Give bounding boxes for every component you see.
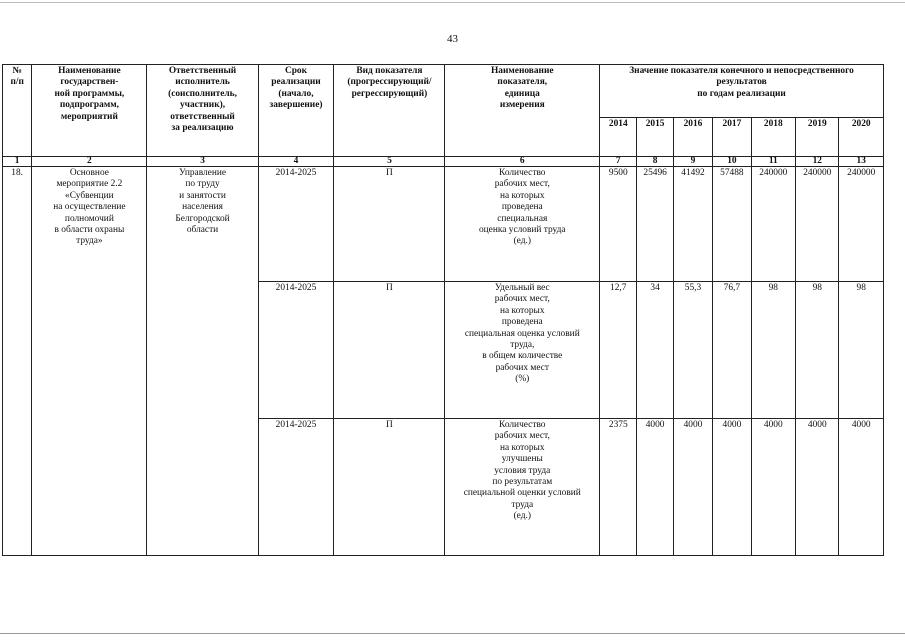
indicator-3-value-2015: 4000 [637,419,673,556]
colnum-10: 10 [713,157,751,167]
year-2017: 2017 [713,118,751,157]
header-term: Срок реализации (начало, завершение) [258,65,334,157]
column-number-row [3,157,884,167]
year-2015: 2015 [637,118,673,157]
indicator-2-value-2018: 98 [751,282,795,419]
row-responsible: Управление по труду и занятости населения Белгородской области [147,167,258,556]
colnum-13: 13 [839,157,884,167]
indicator-2-value-2014: 12,7 [600,282,637,419]
header-program-name: Наименование государствен- ной программы, подпрограмм, мероприятий [32,65,147,157]
indicator-1-value-2018: 240000 [751,167,795,282]
bottom-edge-line [0,633,905,634]
indicator-1-type: П [334,167,445,282]
row-program-name: Основное мероприятие 2.2 «Субвенции на осуществление полномочий в области охраны труда» [32,167,147,556]
indicator-3-name: Количество рабочих мест, на которых улучшены условия труда по результатам специальной оценки условий труда (ед.) [445,419,600,556]
indicator-3-term: 2014-2025 [258,419,334,556]
colnum-7: 7 [600,157,637,167]
colnum-11: 11 [751,157,795,167]
indicator-2-value-2017: 76,7 [713,282,751,419]
table-row [3,167,884,282]
indicator-1-name: Количество рабочих мест, на которых проведена специальная оценка условий труда (ед.) [445,167,600,282]
indicator-1-term: 2014-2025 [258,167,334,282]
header-indicator-name: Наименование показателя, единица измерения [445,65,600,157]
indicator-3-value-2016: 4000 [673,419,712,556]
indicator-3-value-2014: 2375 [600,419,637,556]
colnum-9: 9 [673,157,712,167]
colnum-1: 1 [3,157,32,167]
indicator-1-value-2017: 57488 [713,167,751,282]
indicator-2-value-2020: 98 [839,282,884,419]
indicator-1-value-2014: 9500 [600,167,637,282]
colnum-4: 4 [258,157,334,167]
header-row-1 [3,65,884,118]
indicator-1-value-2020: 240000 [839,167,884,282]
year-2019: 2019 [796,118,839,157]
indicator-2-value-2015: 34 [637,282,673,419]
indicator-3-value-2019: 4000 [796,419,839,556]
indicator-1-value-2015: 25496 [637,167,673,282]
top-edge-line [0,2,905,3]
page-number: 43 [447,33,458,45]
row-number: 18. [3,167,32,556]
indicator-3-type: П [334,419,445,556]
indicator-3-value-2018: 4000 [751,419,795,556]
year-2018: 2018 [751,118,795,157]
indicator-3-value-2020: 4000 [839,419,884,556]
indicator-2-type: П [334,282,445,419]
header-no: № п/п [3,65,32,157]
colnum-3: 3 [147,157,258,167]
year-2016: 2016 [673,118,712,157]
indicator-1-value-2019: 240000 [796,167,839,282]
year-2014: 2014 [600,118,637,157]
colnum-12: 12 [796,157,839,167]
year-2020: 2020 [839,118,884,157]
colnum-6: 6 [445,157,600,167]
colnum-5: 5 [334,157,445,167]
header-values: Значение показателя конечного и непосредственного результатов по годам реализации [600,65,884,118]
indicator-2-term: 2014-2025 [258,282,334,419]
indicator-3-value-2017: 4000 [713,419,751,556]
indicator-2-value-2019: 98 [796,282,839,419]
indicator-2-name: Удельный вес рабочих мест, на которых проведена специальная оценка условий труда, в общем количестве рабочих мест (%) [445,282,600,419]
indicator-2-value-2016: 55,3 [673,282,712,419]
colnum-2: 2 [32,157,147,167]
colnum-8: 8 [637,157,673,167]
header-indicator-type: Вид показателя (прогрессирующий/ регрессирующий) [334,65,445,157]
indicator-1-value-2016: 41492 [673,167,712,282]
indicator-table [2,64,884,556]
header-responsible: Ответственный исполнитель (соисполнитель, участник), ответственный за реализацию [147,65,258,157]
